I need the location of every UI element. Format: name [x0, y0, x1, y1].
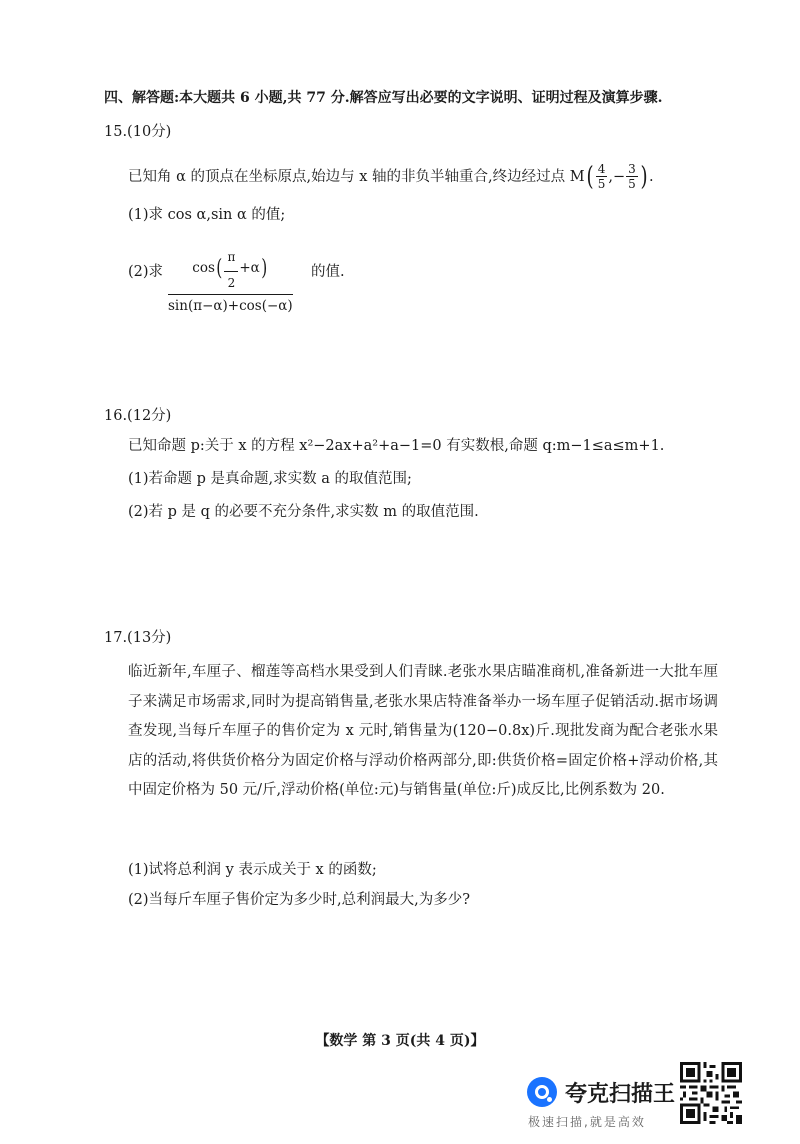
page-footer: 【数学 第 3 页(共 4 页)】	[315, 1033, 485, 1049]
scanner-logo-icon	[527, 1077, 557, 1107]
q15-stem: 已知角 α 的顶点在坐标原点,始边与 x 轴的非负半轴重合,终边经过点 M( $\frac{4}{5}$ ,− $\frac{3}{5}$ ) .	[128, 162, 654, 192]
q16-stem: 已知命题 p:关于 x 的方程 x²−2ax+a²+a−1=0 有实数根,命题 q:m−1≤a≤m+1.	[128, 438, 665, 454]
q17-part1: (1)试将总利润 y 表示成关于 x 的函数;	[128, 862, 377, 878]
qr-code-icon	[680, 1062, 742, 1124]
q16-part2: (2)若 p 是 q 的必要不充分条件,求实数 m 的取值范围.	[128, 504, 479, 520]
q17-paragraph: 临近新年,车厘子、榴莲等高档水果受到人们青睐.老张水果店瞄准商机,准备新进一大批车厘子来满足市场需求,同时为提高销售量,老张水果店特准备举办一场车厘子促销活动.据市场调查发现,当每斤车厘子的售价定为 x 元时,销售量为(120−0.8x)斤.现批发商为配合老张水果店的活动,将供货价格分为固定价格与浮动价格两部分,即:供货价格=固定价格+浮动价格,其中固定价格为 50 元/斤,浮动价格(单位:元)与销售量(单位:斤)成反比,比例系数为 20.	[128, 664, 718, 798]
left-paren: (	[586, 162, 594, 192]
q16-part1: (1)若命题 p 是真命题,求实数 a 的取值范围;	[128, 471, 412, 487]
q15-part2-fraction: cos( $\frac{\pi}{2}$ +α) sin(π−α)+cos(−α)	[168, 245, 293, 315]
scanner-brand: 夸克扫描王	[565, 1082, 676, 1107]
q15-stem-text: 已知角 α 的顶点在坐标原点,始边与 x 轴的非负半轴重合,终边经过点 M	[128, 169, 585, 185]
section-header: 四、解答题:本大题共 6 小题,共 77 分.解答应写出必要的文字说明、证明过程及演算步骤.	[104, 90, 663, 106]
point-y-sign: ,−	[608, 169, 626, 185]
q15-part2-suffix: 的值.	[311, 264, 345, 280]
point-y-fraction: $\frac{3}{5}$	[628, 162, 636, 191]
point-x-fraction: $\frac{4}{5}$	[597, 162, 606, 191]
q16-number: 16.(12分)	[104, 408, 172, 424]
q17-number: 17.(13分)	[104, 630, 172, 646]
q15-part1: (1)求 cos α,sin α 的值;	[128, 207, 286, 223]
q15-part2-prefix: (2)求	[128, 264, 164, 280]
right-paren: )	[640, 162, 648, 192]
scanner-slogan: 极速扫描,就是高效	[528, 1115, 646, 1129]
q15-number: 15.(10分)	[104, 124, 172, 140]
q17-part2: (2)当每斤车厘子售价定为多少时,总利润最大,为多少?	[128, 892, 471, 908]
